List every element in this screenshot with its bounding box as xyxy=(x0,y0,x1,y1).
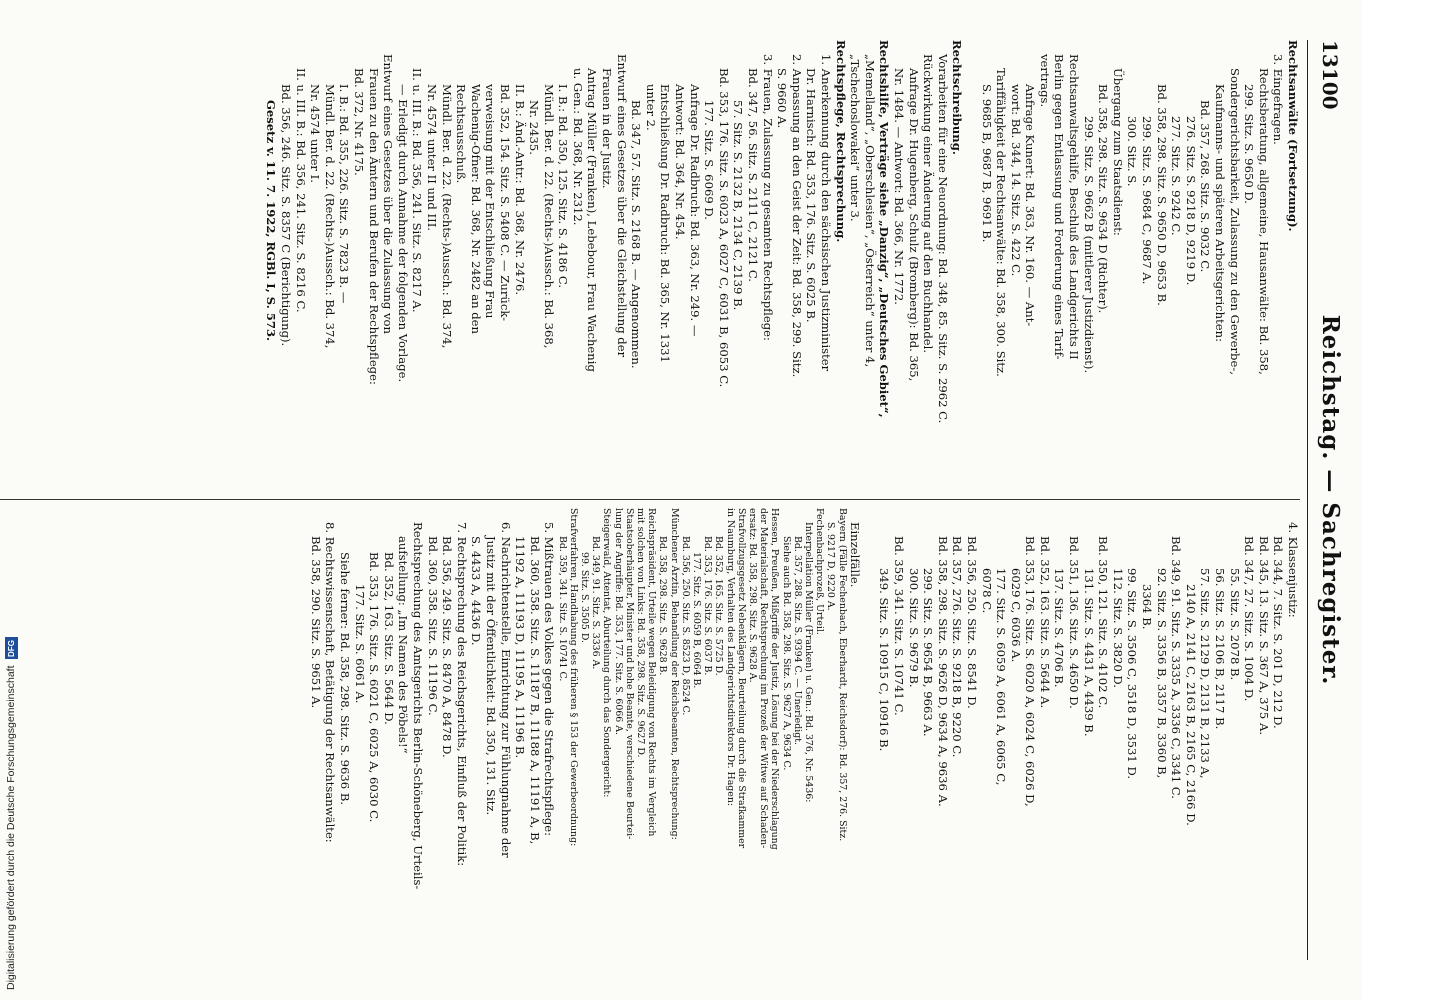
index-entry-line: 300. Sitz. S. 9679 B. xyxy=(906,568,921,688)
index-entry-line: Rückwirkung einer Änderung auf den Buchhandel. xyxy=(921,54,936,354)
index-entry-line: 177. Sitz. S. 6059 A, 6061 A, 6065 C, xyxy=(994,568,1009,786)
index-entry-line: Bd. 358, 298. Sitz. S. 9628 B. xyxy=(657,536,669,676)
index-entry-line: Rechtschreibung. xyxy=(950,40,965,155)
index-entry-line: Reichspräsident, Urteile wegen Beleidigung von Rechts im Vergleich xyxy=(646,508,658,837)
index-entry-line: Rechtsausschuß. xyxy=(454,84,469,184)
index-entry-line: 8. Rechtswissenschaft, Betätigung der Rechtsanwälte: xyxy=(323,522,338,843)
index-entry-line: Siehe ferner: Bd. 358, 298. Sitz. S. 9636 B. xyxy=(338,552,352,806)
index-entry-line: „Tschechoslowakei“ unter 3. xyxy=(848,54,863,222)
index-entry-line: 276. Sitz. S. 9218 D, 9219 D. xyxy=(1183,116,1198,286)
index-entry-line: 299. Sitz. S. 9654 B, 9663 A. xyxy=(921,568,936,737)
index-entry-line: Staatsoberhäupter, Minister und hohe Beamte, verschiedene Beurtei- xyxy=(623,508,635,840)
index-entry-line: 112. Sitz. S. 3820 D. xyxy=(1110,568,1125,688)
index-entry-line: Nr. 4574 unter II und III. xyxy=(424,84,439,231)
index-entry-line: Bd. 353, 176. Sitz. S. 6023 A, 6027 C, 6031 B, 6053 C. xyxy=(716,68,731,388)
index-entry-line: I. B.: Bd. 355, 226. Sitz. S. 7823 B. — xyxy=(337,84,352,304)
index-entry-line: „Memelland“, „Oberschlesien“, „Österreich“ unter 4, xyxy=(862,54,877,368)
index-entry-line: Bd. 347, 27. Sitz. S. 1004 D. xyxy=(1242,536,1257,702)
index-entry-line: Frauen zu den Ämtern und Berufen der Rechtspflege: xyxy=(366,68,381,385)
index-entry-line: Frauen in der Justiz. xyxy=(600,68,615,189)
index-entry-line: Siehe auch Bd. 358, 298. Sitz. S. 9627 A, 9634 C. xyxy=(780,536,792,771)
index-entry-line: Bd. 349, 91. Sitz. S. 3336 A. xyxy=(590,536,602,670)
index-entry-line: 177. Sitz. S. 6069 D. xyxy=(702,100,717,220)
index-entry-line: 6029 C, 6036 A. xyxy=(1008,568,1023,663)
index-entry-line: 277. Sitz. S. 9242 C. xyxy=(1169,116,1184,236)
index-entry-line: Bd. 372, Nr. 4175. xyxy=(352,68,366,176)
index-entry-line: Anfrage Kunert: Bd. 363, Nr. 160. — Ant- xyxy=(1023,84,1038,327)
index-entry-line: Rechtsanwaltsgehilfe, Beschluß des Landgerichts II xyxy=(1067,54,1082,360)
index-entry-line: 4. Klassenjustiz: xyxy=(1286,522,1300,618)
index-entry-line: Einzelfälle. xyxy=(848,522,863,588)
index-entry-line: Steigerwald, Attentat, Aburteilung durch das Sondergericht: xyxy=(601,508,613,798)
index-entry-line: Bd. 352, 163. Sitz. S. 5644 A. xyxy=(1037,536,1052,709)
index-entry-line: 7. Rechtsprechung des Reichsgerichts, Einfluß der Politik: xyxy=(454,522,469,867)
page-number: 13100 xyxy=(1318,40,1342,110)
left-column xyxy=(0,40,1300,492)
credit-text: Digitalisierung gefördert durch die Deutsche Forschungsgemeinschaft xyxy=(5,665,17,990)
index-entry-line: 3. Frauen, Zulassung zu gesamten Rechtspflege: xyxy=(760,54,775,341)
index-entry-line: S. 9217 D, 9220 A. xyxy=(825,522,837,611)
index-entry-line: Rechtshilfe, Verträge siehe „Danzig“, „Deutsches Gebiet“, xyxy=(877,40,892,418)
index-entry-line: Bd. 356, 250. Sitz. S. 8541 D. xyxy=(964,536,979,709)
index-entry-line: 11192 A, 11193 D, 11195 A, 11196 B. xyxy=(513,536,528,759)
index-entry-line: Nr. 1484. — Antwort: Bd. 366, Nr. 1772. xyxy=(891,68,906,305)
index-entry-line: Interpellation Müller (Franken) u. Gen.: Bd. 376, Nr. 5436: xyxy=(802,522,814,803)
index-entry-line: 299. Sitz. S. 9650 D. xyxy=(1242,84,1257,204)
index-entry-line: Bd. 357, 268. Sitz. S. 9032 C. xyxy=(1198,100,1213,273)
index-entry-line: Bd. 353, 176. Sitz. S. 6037 B. xyxy=(702,536,714,676)
index-entry-line: Berlin gegen Entlassung und Forderung eines Tarif- xyxy=(1052,54,1067,360)
index-entry-line: 349. Sitz. S. 10915 C, 10916 B. xyxy=(877,568,892,752)
index-entry-line: Bd. 358, 298. Sitz. S. 9650 D, 9653 B. xyxy=(1154,84,1169,306)
index-entry-line: Bd. 351, 136. Sitz. S. 4650 D. xyxy=(1067,536,1082,709)
index-entry-line: Bd. 360, 358. Sitz. S. 11187 B, 11188 A, 11191 A, B, xyxy=(527,536,542,845)
index-entry-line: Wachenig-Ofner: Bd. 368, Nr. 2482 an den xyxy=(468,84,483,335)
index-entry-line: Gesetz v. 11. 7. 1922, RGBl. I, S. 573. xyxy=(264,100,279,342)
index-entry-line: 99. Sitz. S. 3505 D. xyxy=(578,552,590,644)
index-entry-line: II. u. III. B.: Bd. 356, 241. Sitz. S. 8217 A. xyxy=(410,68,425,313)
index-entry-line: 299. Sitz. S. 9684 C, 9687 A. xyxy=(1140,116,1155,285)
index-entry-line: u. Gen.: Bd. 368, Nr. 2312. xyxy=(570,68,585,226)
index-entry-line: Bd. 352, 163. Sitz. S. 5644 D. xyxy=(381,552,396,725)
index-entry-line: Justiz mit der Öffentlichkeit: Bd. 350, 131. Sitz. xyxy=(483,536,498,816)
index-entry-line: vertrags. xyxy=(1037,54,1052,108)
index-entry-line: Rechtsanwälte (Fortsetzung). xyxy=(1286,40,1300,232)
index-entry-line: Bd. 350, 121. Sitz. S. 4102 C. xyxy=(1096,536,1111,709)
index-entry-line: 57. Sitz. S. 2132 B, 2134 C, 2139 B. xyxy=(731,100,746,311)
running-head: Reichstag. — Sachregister. xyxy=(1317,314,1344,686)
index-entry-line: 5. Mißtrauen des Volkes gegen die Strafrechtspflege: xyxy=(542,522,557,837)
index-entry-line: Bd. 356, 249. Sitz. S. 8470 A, 8478 D. xyxy=(440,536,455,758)
index-entry-line: Tariffähigkeit der Rechtsanwälte: Bd. 358, 300. Sitz. xyxy=(994,68,1009,377)
index-entry-line: wort: Bd. 344, 14. Sitz. S. 422 C. xyxy=(1008,84,1023,277)
index-entry-line: II. u. III. B.: Bd. 356, 241. Sitz. S. 8216 C. xyxy=(293,68,308,313)
index-entry-line: Bd. 356, 250. Sitz. S. 8523 D, 8524 C. xyxy=(679,536,691,716)
column-divider xyxy=(0,499,1300,500)
index-entry-line: mit solchen von Links: Bd. 358, 298. Sitz. S. 9627 D. xyxy=(634,508,646,758)
index-entry-line: Strafverfahren, Handhabung des früheren § 153 der Gewerbeordnung: xyxy=(567,508,579,847)
index-entry-line: 2140 A, 2141 C, 2163 B, 2165 C, 2166 D. xyxy=(1183,584,1198,826)
index-entry-line: Bd. 358, 298. Sitz. S. 9626 D, 9634 A, 9636 A. xyxy=(935,536,950,807)
index-entry-line: 3364 B. xyxy=(1140,584,1155,630)
index-entry-line: Bd. 359, 341. Sitz. S. 10741 C. xyxy=(891,536,906,716)
index-entry-line: Bd. 347, 56. Sitz. S. 2111 C, 2121 C. xyxy=(746,68,761,282)
index-entry-line: 92. Sitz. S. 3356 B, 3357 B, 3360 B, xyxy=(1154,568,1169,779)
index-entry-line: Bd. 352, 165. Sitz. S. 5725 D. xyxy=(713,536,725,676)
blank-line xyxy=(964,40,979,492)
index-entry-line: 6. Nachrichtenstelle, Einrichtung zur Fühlungnahme der xyxy=(498,522,513,858)
index-entry-line: I. B.: Bd. 350, 125. Sitz. S. 4186 C. xyxy=(556,84,571,289)
index-entry-line: Bd. 358, 290. Sitz. S. 9651 A. xyxy=(308,536,323,709)
index-entry-line: Bd. 357, 276. Sitz. S. 9218 B, 9220 C. xyxy=(950,536,965,758)
index-entry-line: Bd. 359, 341. Sitz. S. 10741 C. xyxy=(556,536,568,682)
index-entry-line: 56. Sitz. S. 2106 B, 2117 B. xyxy=(1213,568,1228,730)
index-entry-line: 299. Sitz. S. 9662 B (mittlerer Justizdienst). xyxy=(1081,116,1096,374)
index-entry-line: unter 2. xyxy=(643,84,658,131)
index-entry-line: Bd. 345, 13. Sitz. S. 367 A, 375 A. xyxy=(1256,536,1271,736)
index-entry-line: verweisung mit der Entschließung Frau xyxy=(483,84,498,319)
index-entry-line: 3. Eingefragen. xyxy=(1271,54,1286,145)
index-entry-line: Antwort: Bd. 364, Nr. 454. xyxy=(673,84,688,240)
index-entry-line: Entwurf eines Gesetzes über die Gleichstellung der xyxy=(614,54,629,358)
index-entry-line: Mündl. Ber. d. 22. (Rechts-)Aussch.: Bd. 368, xyxy=(541,84,556,349)
index-entry-line: in Naumburg, Verhalten des Landgerichtsdirektors Dr. Hagen: xyxy=(724,508,736,807)
index-entry-line: der Materialschaft, Rechtsprechung im Prozeß der Witwe auf Schaden- xyxy=(758,508,770,849)
index-entry-line: S. 9660 A. xyxy=(775,68,790,129)
index-entry-line: 57. Sitz. S. 2129 D, 2131 B, 2133 A, xyxy=(1198,568,1213,779)
index-entry-line: 177. Sitz. S. 6059 B, 6064 B. xyxy=(690,552,702,689)
index-entry-line: Bd. 349, 91. Sitz. S. 3335 A, 3336 C, 3341 C. xyxy=(1169,536,1184,799)
two-column-body xyxy=(0,40,1300,960)
index-entry-line: 99. Sitz. S. 3506 C, 3518 D, 3531 D. xyxy=(1125,568,1140,780)
index-entry-line: Nr. 4574 unter I. xyxy=(308,84,323,183)
index-entry-line: aufstellung: „Im Namen des Pöbels!“ xyxy=(396,536,411,754)
index-entry-line: 300. Sitz. S. xyxy=(1125,116,1140,187)
index-entry-line: Bd. 344, 7. Sitz. S. 201 D, 212 D. xyxy=(1271,536,1286,729)
index-entry-line: Bd. 353, 176. Sitz. S. 6020 A, 6024 C, 6026 D, xyxy=(1023,536,1038,807)
index-entry-line: — Erledigt durch Annahme der folgenden Vorlage. xyxy=(395,84,410,383)
index-entry-line: Rechtsberatung, allgemeine, Hausanwälte: Bd. 358, xyxy=(1256,68,1271,375)
index-entry-line: Entwurf eines Gesetzes über die Zulassung von xyxy=(381,54,396,334)
index-entry-line: 6078 C. xyxy=(979,568,994,614)
index-entry-line: Münchener Ärztin, Behandlung der Reichsbeamten, Rechtsprechung: xyxy=(668,508,680,840)
index-entry-line: Anfrage Dr. Hugenberg, Schulz (Bromberg): Bd. 365, xyxy=(906,68,921,382)
index-entry-line: Anfrage Dr. Radbruch: Bd. 363, Nr. 249. — xyxy=(687,84,702,337)
index-entry-line: 177. Sitz. S. 6061 A. xyxy=(352,584,367,704)
index-entry-line: Bd. 358, 298. Sitz. S. 9634 D (Richter). xyxy=(1096,84,1111,314)
digitization-credit xyxy=(0,0,22,1000)
index-entry-line: Mündl. Ber. d. 22. (Rechts-)Aussch.: Bd. 374, xyxy=(322,84,337,349)
index-entry-line: Antrag Müller (Franken), Lebebour, Frau Wachenig xyxy=(585,68,600,372)
index-entry-line: 1. Anerkennung durch den sächsischen Justizminister xyxy=(819,54,833,372)
index-entry-line: Bd. 357, 288. Sitz. S. 9394 C. — Unerledigt. xyxy=(791,536,803,745)
index-entry-line: S. 4433 A, 4436 D. xyxy=(469,536,484,646)
right-column xyxy=(0,508,1300,960)
index-entry-line: Hessen, Preußen, Mißgriffe der Justiz, Lösung bei der Niederschlagung xyxy=(769,508,781,850)
index-entry-line: 55. Sitz. S. 2078 B. xyxy=(1227,568,1242,681)
index-entry-line: Bd. 353, 176. Sitz. S. 6021 C, 6025 A, 6030 C. xyxy=(367,552,382,823)
index-entry-line: Übergang zum Staatsdienst: xyxy=(1110,68,1125,236)
dfg-logo: DFG xyxy=(5,637,18,659)
index-entry-line: Sondergerichtsbarkeit, Zulassung zu den Gewerbe-, xyxy=(1227,68,1242,375)
index-entry-line: Kaufmanns- und späteren Arbeitsgerichten: xyxy=(1213,84,1228,343)
index-entry-line: Bd. 360, 358. Sitz. S. 11196 C. xyxy=(425,536,440,716)
index-entry-line: lung der Angriffe: Bd. 353, 177. Sitz. S. 6066 A. xyxy=(612,508,624,735)
index-entry-line: Bd. 347, 57. Sitz. S. 2168 B. — Angenommen. xyxy=(629,100,644,369)
blank-line xyxy=(862,508,877,960)
index-entry-line: Strafvollzugsgesetz Nebenklägern, Beurteilung durch die Strafkammer xyxy=(735,508,747,849)
index-entry-line: II. B.: Änd.-Antr.: Bd. 368, Nr. 2476. xyxy=(512,84,527,296)
page-header xyxy=(1307,40,1348,960)
index-entry-line: 2. Anpassung an den Geist der Zeit: Bd. 358, 299. Sitz. xyxy=(789,54,804,378)
index-entry-line: Bd. 356, 246. Sitz. S. 8357 C (Berichtigung). xyxy=(279,84,294,347)
index-entry-line: S. 9685 B, 9687 B, 9691 B. xyxy=(979,84,994,243)
index-entry-line: Fechenbachprozeß, Urteil. xyxy=(814,508,826,635)
index-entry-line: Entschließung Dr. Radbruch: Bd. 365, Nr. 1331 xyxy=(658,84,673,363)
index-entry-line: Mündl. Ber. d. 22. (Rechts-)Aussch.: Bd. 374, xyxy=(439,84,454,349)
index-entry-line: Rechtsprechung des Amtsgerichts Berlin-Schöneberg, Urteils- xyxy=(410,522,425,890)
index-entry-line: Bayern (Fälle Fechenbach, Eberhardt, Reichsdorf): Bd. 357, 276. Sitz. xyxy=(836,508,848,842)
index-entry-line: ersatz: Bd. 358, 298. Sitz. S. 9628 A. xyxy=(746,508,758,683)
index-entry-line: Nr. 2435. xyxy=(527,100,542,155)
index-entry-line: 137. Sitz. S. 4706 B. xyxy=(1052,568,1067,688)
index-entry-line: 131. Sitz. S. 4431 A, 4439 B. xyxy=(1081,568,1096,737)
index-entry-line: Vorarbeiten für eine Neuordnung: Bd. 348, 85. Sitz. S. 2962 C. xyxy=(935,54,950,424)
index-entry-line: Rechtspflege, Rechtsprechung. xyxy=(833,40,848,243)
index-entry-line: Bd. 352, 154. Sitz. S. 5408 C. — Zurück- xyxy=(497,84,512,322)
index-entry-line: Dr. Harnisch: Bd. 353, 176. Sitz. S. 6025 B. xyxy=(804,68,819,323)
